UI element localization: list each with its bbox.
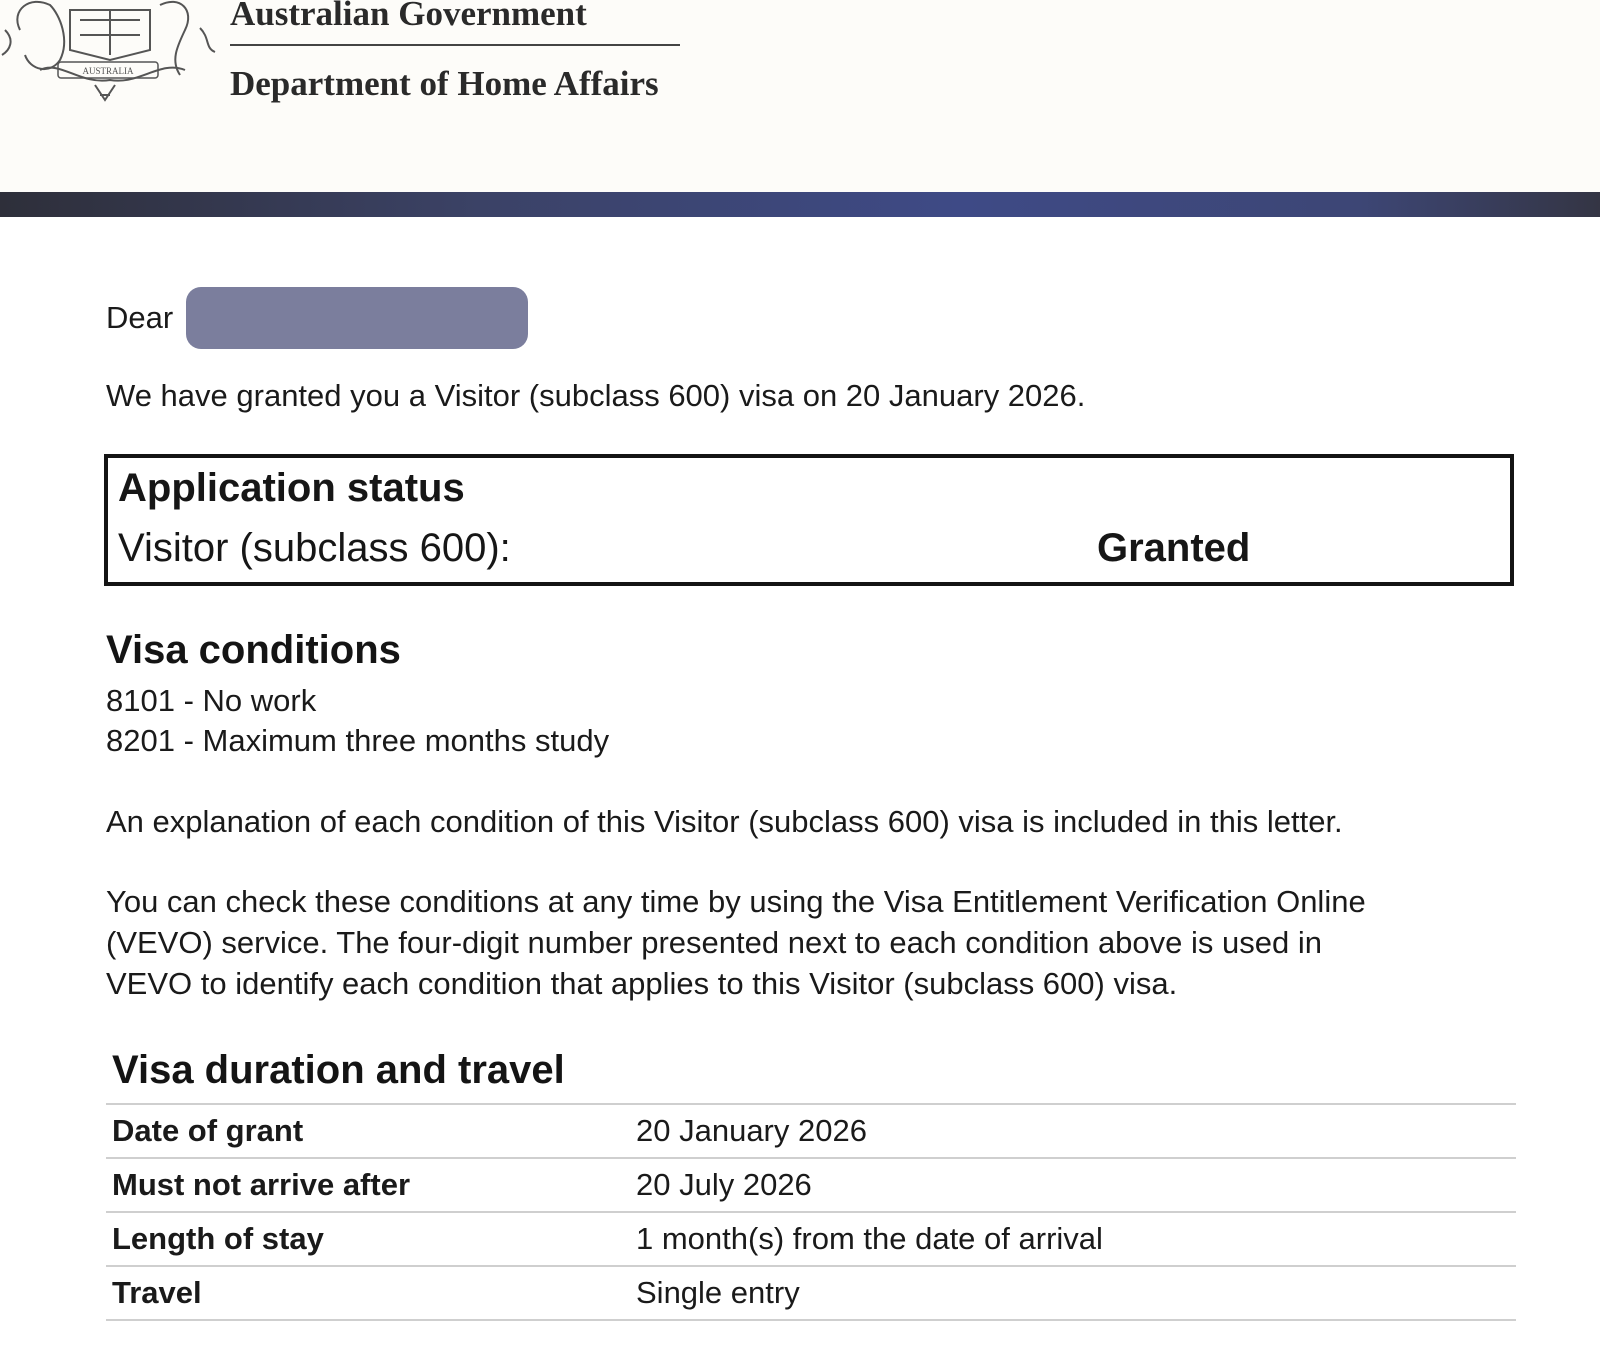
table-row	[106, 1266, 1516, 1320]
coat-of-arms-icon	[0, 0, 220, 110]
status-title: Application status	[118, 466, 465, 510]
conditions-heading: Visa conditions	[106, 628, 401, 672]
condition-item: 8101 - No work	[106, 683, 317, 718]
header-band	[0, 192, 1600, 217]
salutation: Dear	[106, 300, 174, 335]
table-row	[106, 1212, 1516, 1266]
duration-heading: Visa duration and travel	[112, 1048, 565, 1092]
vevo-paragraph-line: You can check these conditions at any time by using the Visa Entitlement Verification Online	[106, 884, 1366, 919]
status-value: Granted	[1097, 526, 1251, 570]
row-value: 1 month(s) from the date of arrival	[630, 1212, 1516, 1266]
vevo-paragraph-line: VEVO to identify each condition that applies to this Visitor (subclass 600) visa.	[106, 966, 1178, 1001]
letterhead	[0, 0, 1600, 192]
row-value: 20 July 2026	[630, 1158, 1516, 1212]
row-value: 20 January 2026	[630, 1104, 1516, 1158]
government-name: Australian Government	[230, 0, 587, 33]
redacted-name	[186, 287, 528, 349]
row-label: Must not arrive after	[106, 1158, 630, 1212]
condition-item: 8201 - Maximum three months study	[106, 723, 610, 758]
status-label: Visitor (subclass 600):	[118, 526, 511, 570]
visa-duration-table	[106, 1103, 1516, 1321]
header-divider	[230, 44, 680, 46]
table-row	[106, 1104, 1516, 1158]
row-label: Length of stay	[106, 1212, 630, 1266]
department-name: Department of Home Affairs	[230, 64, 659, 103]
row-label: Travel	[106, 1266, 630, 1320]
vevo-paragraph-line: (VEVO) service. The four-digit number presented next to each condition above is used in	[106, 925, 1322, 960]
row-value: Single entry	[630, 1266, 1516, 1320]
grant-sentence: We have granted you a Visitor (subclass 600) visa on 20 January 2026.	[106, 378, 1086, 413]
crest-scroll-text: AUSTRALIA	[82, 66, 134, 76]
row-label: Date of grant	[106, 1104, 630, 1158]
conditions-explanation: An explanation of each condition of this Visitor (subclass 600) visa is included in this letter.	[106, 804, 1343, 839]
application-status-box	[104, 454, 1514, 586]
table-row	[106, 1158, 1516, 1212]
